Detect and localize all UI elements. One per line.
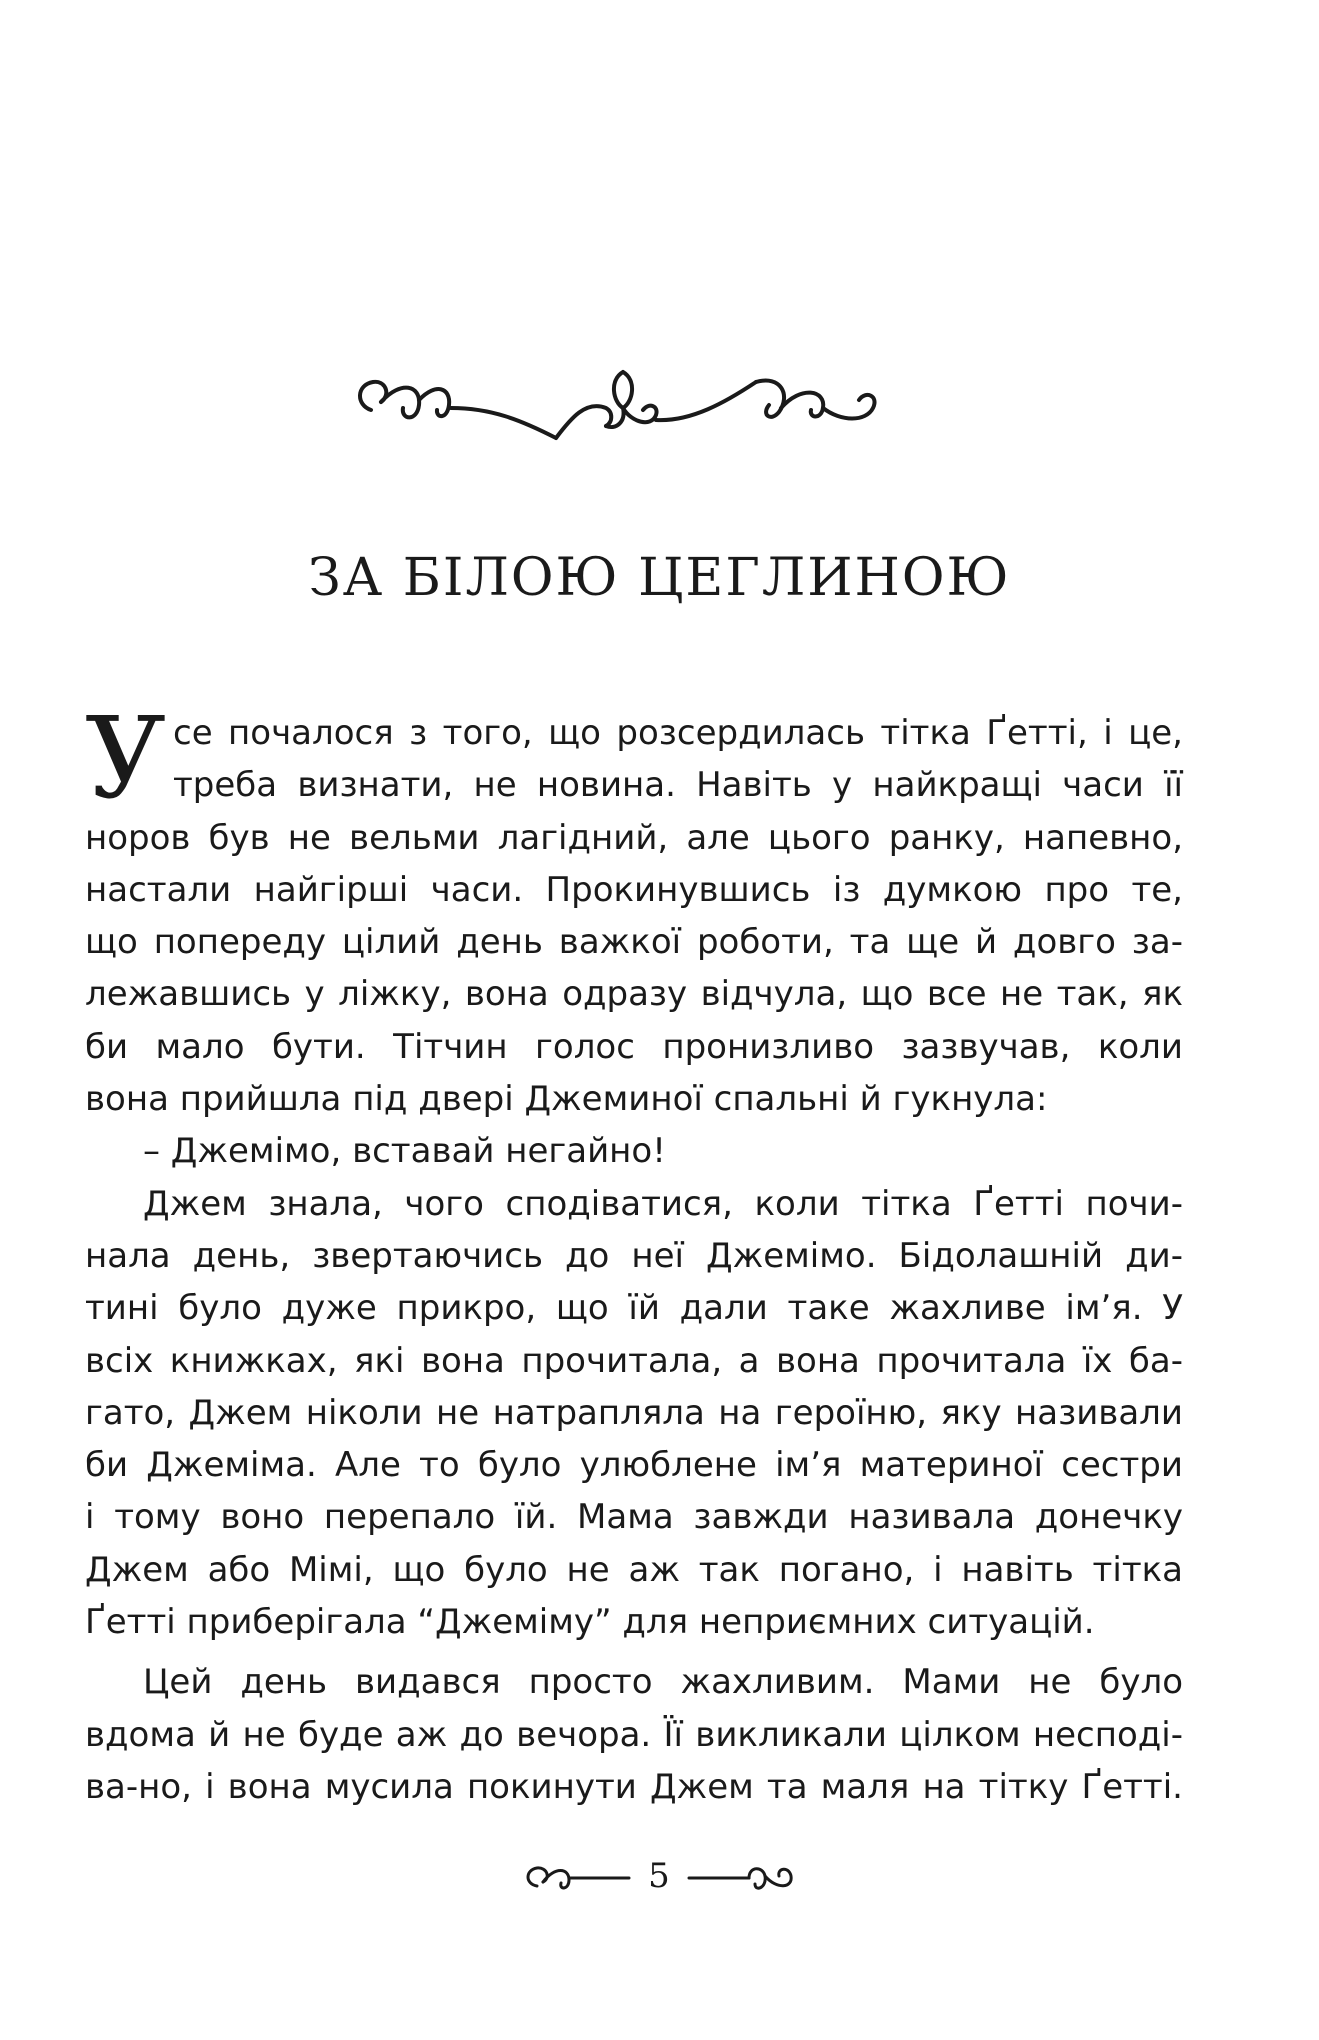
dialogue-line: – Джемімо, вставай негайно! [143, 1131, 666, 1172]
text-line: вона прийшла під двері Джеминої спальні й гукнула: [85, 1079, 1048, 1120]
chapter-title: ЗА БІЛОЮ ЦЕГЛИНОЮ [308, 548, 1011, 608]
decorative-flourish-icon [351, 360, 895, 460]
text-line: би Джеміма. Але то було улюблене ім’я материної сестри [85, 1445, 1183, 1486]
text-line: лежавшись у ліжку, вона одразу відчула, що все не так, як [85, 974, 1183, 1015]
text-line: що попереду цілий день важкої роботи, та ще й довго за- [85, 922, 1183, 963]
paragraph-gap [85, 1648, 1183, 1656]
body-text [85, 694, 1183, 1813]
text-line: треба визнати, не новина. Навіть у найкращі часи її [173, 765, 1183, 806]
text-line: вдома й не буде аж до вечора. Її викликали цілком несподі- [85, 1714, 1183, 1755]
text-line: би мало бути. Тітчин голос пронизливо зазвучав, коли [85, 1026, 1183, 1067]
text-line: Цей день видався просто жахливим. Мами не було [143, 1662, 1183, 1703]
text-line: гато, Джем ніколи не натрапляла на героїню, яку називали [85, 1392, 1183, 1433]
text-line: всіх книжках, які вона прочитала, а вона прочитала їх ба- [85, 1340, 1183, 1381]
text-line: ва-но, і вона мусила покинути Джем та маля на тітку Ґетті. [85, 1766, 1183, 1807]
text-line: і тому воно перепало їй. Мама завжди називала донечку [85, 1497, 1183, 1538]
opening-paragraph [85, 694, 1183, 824]
text-line: Джем або Мімі, що було не аж так погано, і навіть тітка [85, 1549, 1183, 1590]
text-line: Джем знала, чого сподіватися, коли тітка Ґетті почи- [143, 1183, 1183, 1224]
text-line: настали найгірші часи. Прокинувшись із думкою про те, [85, 869, 1183, 910]
text-line: се почалося з того, що розсердилась тітка Ґетті, і це, [173, 713, 1183, 753]
text-line: нала день, звертаючись до неї Джемімо. Бідолашній ди- [85, 1235, 1183, 1276]
text-line: норов був не вельми лагідний, але цього ранку, напевно, [85, 817, 1183, 858]
text-line: Ґетті приберігала “Джеміму” для неприємних ситуацій. [85, 1602, 1095, 1643]
text-line: тині було дуже прикро, що їй дали таке жахливе ім’я. У [85, 1288, 1183, 1329]
page-number: 5 [648, 1856, 670, 1896]
page-footer [519, 1848, 799, 1908]
drop-cap: У [85, 694, 166, 824]
